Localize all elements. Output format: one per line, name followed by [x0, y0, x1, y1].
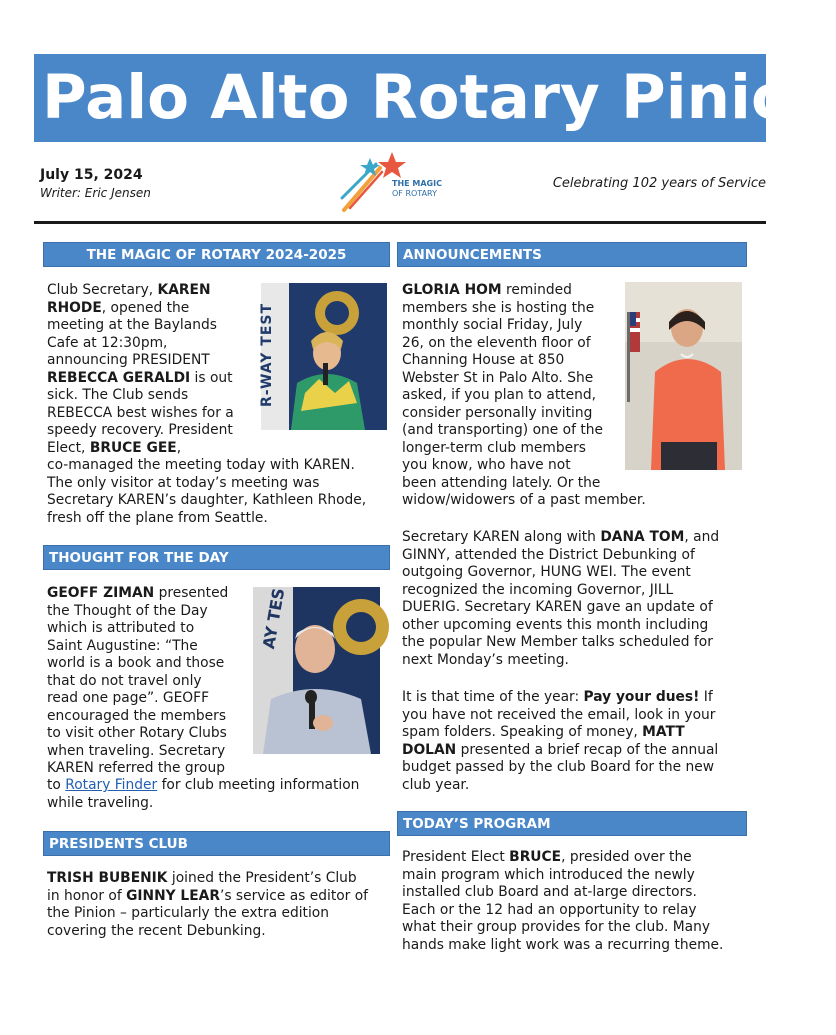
- text-line: announcing PRESIDENT: [47, 352, 210, 368]
- text-line: outgoing Governor, HUNG WEI. The event: [402, 564, 691, 580]
- text-line: fresh off the plane from Seattle.: [47, 509, 268, 526]
- text: for club meeting information: [157, 777, 360, 793]
- masthead-banner: [34, 54, 836, 142]
- text: , presided over the: [561, 849, 692, 865]
- header-divider: [34, 221, 766, 224]
- emphasis-text: Pay your dues!: [583, 689, 700, 705]
- text: Club Secretary,: [47, 282, 158, 298]
- text-line: recognized the incoming Governor, JILL: [402, 581, 674, 598]
- person-name: MATT: [642, 724, 685, 740]
- person-name: DANA TOM: [600, 529, 685, 545]
- text: It is that time of the year:: [402, 689, 584, 705]
- text-line: Webster St in Palo Alto. She: [402, 369, 594, 386]
- photo-geoff-ziman: [253, 587, 380, 754]
- text-line: Each or the 12 had an opportunity to relay: [402, 901, 697, 918]
- logo-text: [392, 179, 442, 199]
- text-line: Saint Augustine: “The: [47, 637, 198, 654]
- text: , opened the: [101, 299, 190, 316]
- text-line: sick. The Club sends: [47, 387, 189, 403]
- text-line: co-managed the meeting today with KAREN.: [47, 457, 355, 473]
- text-line: GINNY, attended the District Debunking of: [402, 546, 695, 563]
- text: joined the President’s Club: [167, 870, 357, 886]
- text: ,: [176, 439, 182, 456]
- thought-paragraph-wrap: [47, 585, 252, 778]
- text-line: encouraged the members: [47, 707, 227, 724]
- text-line: (and transporting) one of the: [402, 422, 603, 438]
- text-line: Cafe at 12:30pm,: [47, 334, 168, 351]
- text-line: when traveling. Secretary: [47, 742, 226, 759]
- text-line: speedy recovery. President: [47, 422, 233, 438]
- text-line: consider personally inviting: [402, 404, 593, 421]
- text: , and: [684, 529, 720, 545]
- text-line: Channing House at 850: [402, 352, 565, 368]
- text-line: DUERIG. Secretary KAREN gave an update of: [402, 599, 713, 615]
- text-line: covering the recent Debunking.: [47, 922, 266, 939]
- photo-sign-text: R-WAY TEST: [259, 302, 276, 408]
- text-line: widow/widowers of a past member.: [402, 492, 646, 508]
- tagline: Celebrating 102 years of Service: [552, 176, 766, 191]
- person-name: REBECCA GERALDI: [47, 369, 191, 386]
- text-line: installed club Board and at-large directors.: [402, 884, 697, 900]
- announcements-paragraph-2: [402, 529, 762, 669]
- text-line: The only visitor at today’s meeting was: [47, 474, 320, 491]
- text-line: KAREN referred the group: [47, 760, 225, 776]
- text-line: monthly social Friday, July: [402, 317, 583, 333]
- photo-karen-rhode: [261, 283, 387, 430]
- text-line: while traveling.: [47, 794, 154, 811]
- text: spam folders. Speaking of money,: [402, 724, 643, 740]
- text-line: that do not travel only: [47, 672, 202, 689]
- announcements-paragraph-wrap: [402, 282, 624, 492]
- photo-sign-text: AY TES: [259, 586, 289, 651]
- newsletter-title: Palo Alto Rotary Pinion: [42, 62, 836, 133]
- text: is out: [190, 369, 233, 386]
- text-line: members she is hosting the: [402, 299, 595, 316]
- logo-line-2: OF ROTARY: [392, 189, 437, 198]
- writer-credit: Writer: Eric Jensen: [40, 186, 151, 200]
- text-line: other upcoming events this month including: [402, 616, 709, 633]
- text-line: the Pinion – particularly the extra edition: [47, 905, 329, 921]
- text-line: meeting at the Baylands: [47, 317, 217, 333]
- text-line: budget passed by the club Board for the new: [402, 759, 714, 775]
- person-name: KAREN: [157, 282, 211, 298]
- section-heading-presidents: PRESIDENTS CLUB: [43, 831, 390, 856]
- text-line: what their group provides for the club. Many: [402, 919, 710, 935]
- text-line: the Thought of the Day: [47, 602, 208, 619]
- text-line: hands make light work was a recurring theme.: [402, 936, 724, 953]
- text-line: the popular New Member talks scheduled for: [402, 634, 713, 650]
- text-line: Secretary KAREN’s daughter, Kathleen Rhode,: [47, 492, 367, 508]
- person-name: BRUCE GEE: [89, 439, 177, 456]
- section-heading-program: TODAY’S PROGRAM: [397, 811, 747, 836]
- person-name: GINNY LEAR: [126, 887, 220, 904]
- section-heading-magic: THE MAGIC OF ROTARY 2024-2025: [43, 242, 390, 267]
- text: If: [699, 689, 713, 705]
- thought-paragraph-full: [47, 777, 397, 812]
- logo-line-1: THE MAGIC: [392, 179, 442, 188]
- section-heading-thought: THOUGHT FOR THE DAY: [43, 545, 390, 570]
- text-line: REBECCA best wishes for a: [47, 404, 234, 421]
- text-line: next Monday’s meeting.: [402, 651, 569, 668]
- rotary-finder-link[interactable]: Rotary Finder: [65, 777, 158, 793]
- text: Elect,: [47, 439, 90, 456]
- magic-paragraph-wrap: [47, 282, 262, 457]
- person-name: BRUCE: [509, 849, 562, 865]
- announcements-paragraph-3: [402, 689, 762, 794]
- text-line: 26, on the eleventh floor of: [402, 334, 591, 351]
- announcements-paragraph-full: [402, 492, 762, 510]
- text: President Elect: [402, 849, 510, 865]
- person-name: GEOFF ZIMAN: [47, 585, 155, 601]
- program-paragraph: [402, 849, 762, 954]
- text: presented a brief recap of the annual: [456, 741, 719, 758]
- person-name: RHODE: [47, 299, 102, 316]
- text-line: world is a book and those: [47, 655, 225, 671]
- text-line: you have not received the email, look in your: [402, 706, 716, 723]
- magic-of-rotary-logo: [340, 150, 452, 212]
- text-line: to visit other Rotary Clubs: [47, 725, 227, 741]
- text: reminded: [501, 282, 572, 298]
- text: in honor of: [47, 887, 127, 904]
- text-line: longer-term club members: [402, 439, 586, 456]
- text: Secretary KAREN along with: [402, 529, 601, 545]
- text-line: you know, who have not: [402, 457, 571, 473]
- section-heading-announcements: ANNOUNCEMENTS: [397, 242, 747, 267]
- presidents-paragraph: [47, 870, 397, 940]
- text-line: which is attributed to: [47, 620, 195, 636]
- text: to: [47, 777, 66, 793]
- magic-paragraph-full: [47, 457, 397, 527]
- person-name: DOLAN: [402, 741, 457, 758]
- text-line: club year.: [402, 776, 470, 793]
- text-line: been attending lately. Or the: [402, 474, 601, 491]
- text-line: read one page”. GEOFF: [47, 690, 210, 706]
- photo-gloria-hom: [625, 282, 742, 470]
- text: ’s service as editor of: [219, 887, 369, 904]
- person-name: TRISH BUBENIK: [47, 870, 168, 886]
- text-line: asked, if you plan to attend,: [402, 387, 597, 403]
- text-line: main program which introduced the newly: [402, 866, 695, 883]
- issue-date: July 15, 2024: [40, 167, 143, 183]
- person-name: GLORIA HOM: [402, 282, 502, 298]
- text: presented: [154, 585, 229, 601]
